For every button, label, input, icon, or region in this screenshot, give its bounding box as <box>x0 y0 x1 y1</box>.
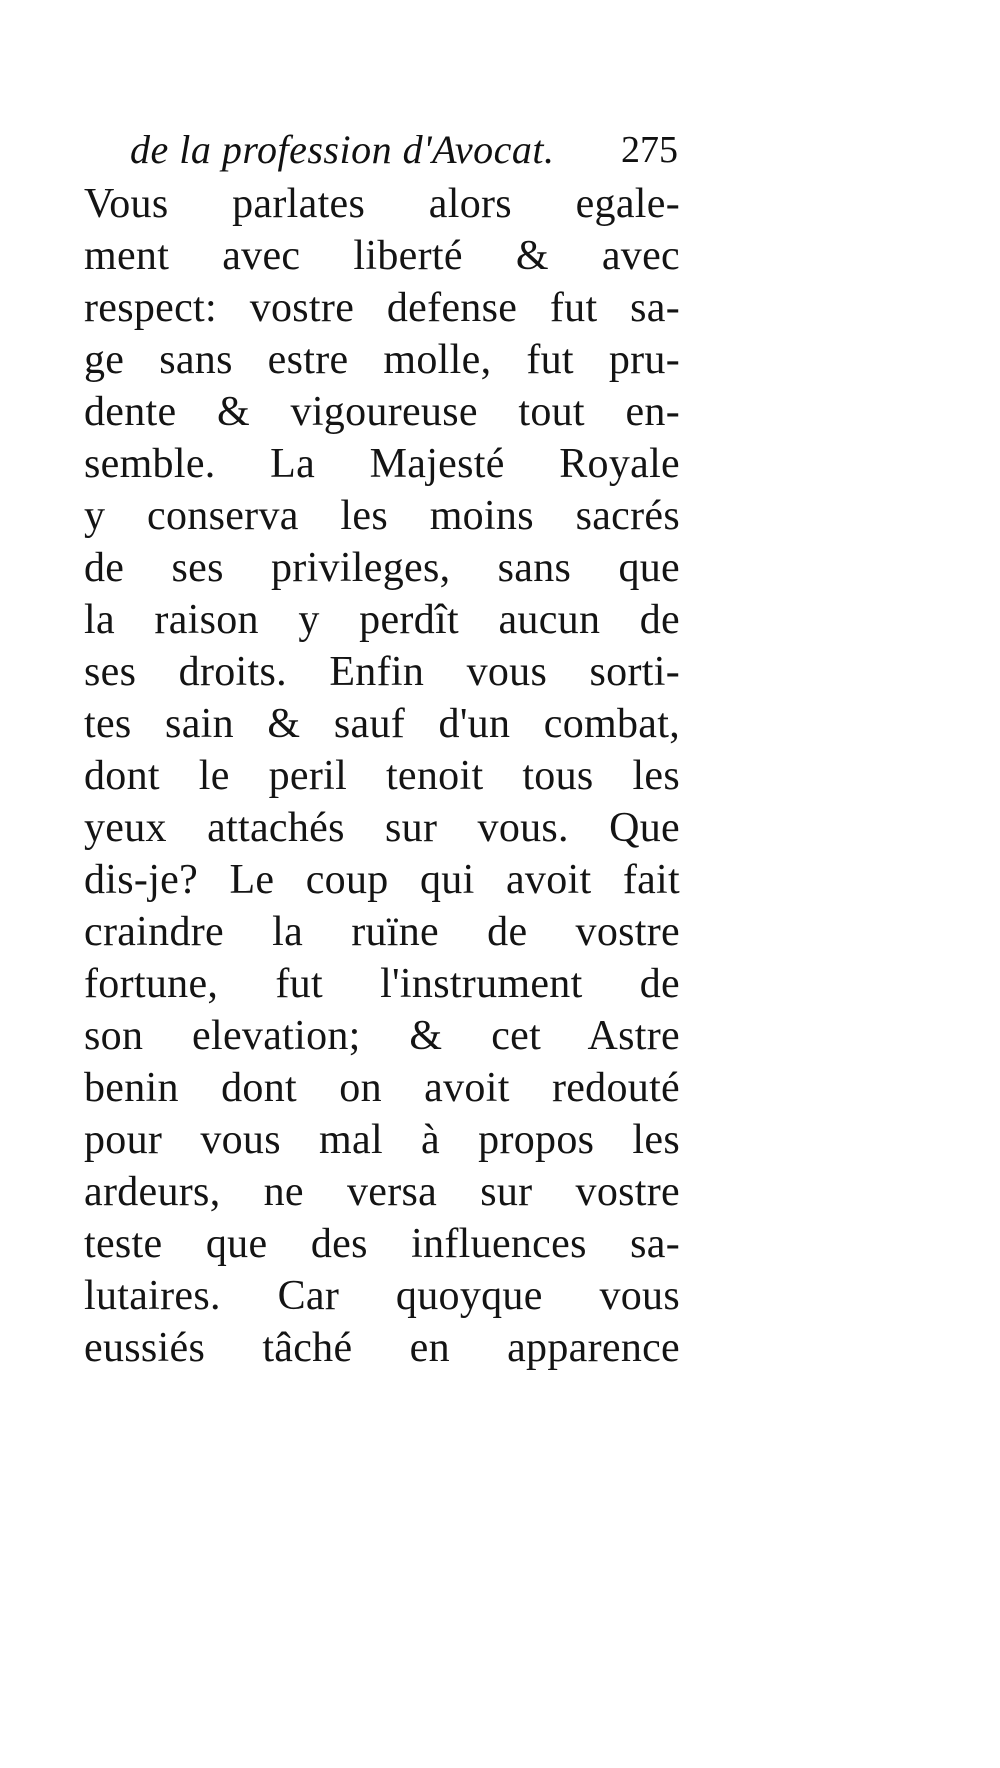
text-line: Vous parlates alors egale- <box>84 181 680 227</box>
text-line: tes sain & sauf d'un combat, <box>84 701 680 747</box>
text-line: ardeurs, ne versa sur vostre <box>84 1169 680 1215</box>
text-line: dis-je? Le coup qui avoit fait <box>84 857 680 903</box>
text-line: pour vous mal à propos les <box>84 1117 680 1163</box>
page-number: 275 <box>621 129 678 171</box>
text-line: fortune, fut l'instrument de <box>84 961 680 1007</box>
text-line: teste que des influences sa- <box>84 1221 680 1267</box>
text-line: craindre la ruïne de vostre <box>84 909 680 955</box>
text-line: ge sans estre molle, fut pru- <box>84 337 680 383</box>
text-line: y conserva les moins sacrés <box>84 493 680 539</box>
text-line: respect: vostre defense fut sa- <box>84 285 680 331</box>
text-line: ment avec liberté & avec <box>84 233 680 279</box>
text-line: benin dont on avoit redouté <box>84 1065 680 1111</box>
running-head <box>118 120 678 180</box>
text-line: lutaires. Car quoyque vous <box>84 1273 680 1319</box>
text-line: de ses privileges, sans que <box>84 545 680 591</box>
text-line: yeux attachés sur vous. Que <box>84 805 680 851</box>
text-line: eussiés tâché en apparence <box>84 1325 680 1371</box>
body-text <box>84 178 680 1374</box>
text-line: semble. La Majesté Royale <box>84 441 680 487</box>
text-line: dont le peril tenoit tous les <box>84 753 680 799</box>
text-line: la raison y perdît aucun de <box>84 597 680 643</box>
running-title: de la profession d'Avocat. <box>130 127 555 172</box>
text-line: son elevation; & cet Astre <box>84 1013 680 1059</box>
text-line: ses droits. Enfin vous sorti- <box>84 649 680 695</box>
text-line: dente & vigoureuse tout en- <box>84 389 680 435</box>
